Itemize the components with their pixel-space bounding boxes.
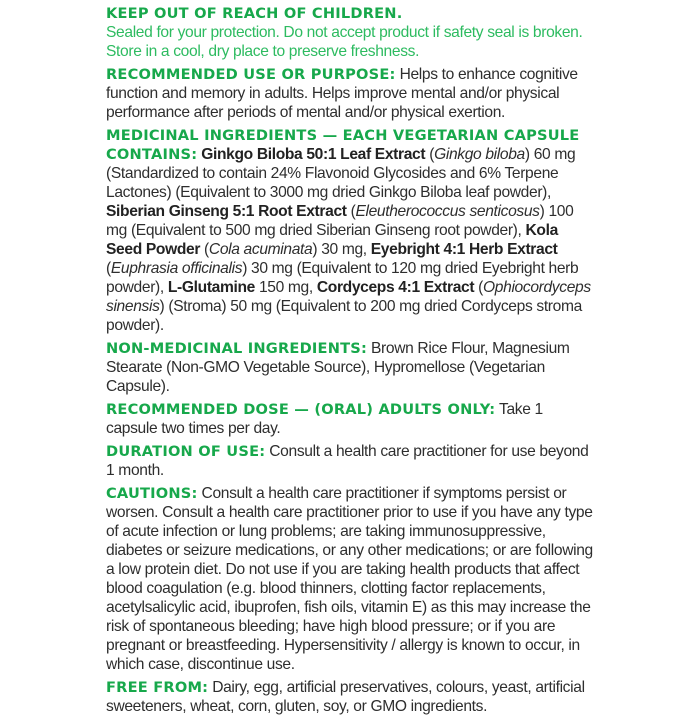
warning-section (106, 4, 596, 61)
dose-heading: RECOMMENDED DOSE — (ORAL) ADULTS ONLY: (106, 401, 496, 418)
ingredient: Eyebright 4:1 Herb Extract (Euphrasia officinalis) 30 mg (Equivalent to 120 mg dried Eyebright herb powder), (106, 241, 579, 296)
recommended-use-text: Helps to enhance cognitive function and memory in adults. Helps improve mental and/or physical performance after periods of mental and/or physical exertion. (106, 66, 578, 121)
free-from-section (106, 678, 596, 716)
ingredient-name: Kola Seed Powder (106, 222, 558, 258)
ingredient-detail: 60 mg (Standardized to contain 24% Flavonoid Glycosides and 6% Terpene Lactones) (Equivalent to 3000 mg dried Ginkgo Biloba leaf powder), (106, 146, 576, 201)
ingredient-latin: Ginkgo biloba (434, 146, 525, 163)
ingredient-name: Cordyceps 4:1 Extract (316, 279, 475, 296)
dose-section (106, 400, 596, 438)
seal-notice: Sealed for your protection. Do not accept product if safety seal is broken. Store in a cool, dry place to preserve freshness. (106, 24, 583, 60)
recommended-use-heading: RECOMMENDED USE OR PURPOSE: (106, 66, 396, 83)
ingredient-latin: Ophiocordyceps sinensis (106, 279, 591, 315)
medicinal-ingredients-section (106, 126, 596, 335)
cautions-heading: CAUTIONS: (106, 485, 198, 502)
ingredient: Kola Seed Powder (Cola acuminata) 30 mg, (106, 222, 558, 258)
ingredient: Ginkgo Biloba 50:1 Leaf Extract (Ginkgo biloba) 60 mg (Standardized to contain 24% Flavonoid Glycosides and 6% Terpene Lactones) (Equivalent to 3000 mg dried Ginkgo Biloba leaf powder), (106, 146, 576, 201)
ingredient-detail: (Stroma) 50 mg (Equivalent to 200 mg dried Cordyceps stroma powder). (106, 298, 582, 334)
duration-text: Consult a health care practitioner for use beyond 1 month. (106, 443, 589, 479)
free-from-text: Dairy, egg, artificial preservatives, colours, yeast, artificial sweeteners, wheat, corn, gluten, soy, or GMO ingredients. (106, 679, 585, 715)
ingredient: Siberian Ginseng 5:1 Root Extract (Eleutherococcus senticosus) 100 mg (Equivalent to 500 mg dried Siberian Ginseng root powder), (106, 203, 574, 239)
ingredient-detail: 100 mg (Equivalent to 500 mg dried Siberian Ginseng root powder), (106, 203, 574, 239)
ingredient-name: Eyebright 4:1 Herb Extract (370, 241, 558, 258)
ingredient (168, 279, 317, 296)
medicinal-ingredients-heading: MEDICINAL INGREDIENTS — EACH VEGETARIAN CAPSULE CONTAINS: (106, 127, 580, 163)
non-medicinal-text: Brown Rice Flour, Magnesium Stearate (Non-GMO Vegetable Source), Hypromellose (Vegetarian Capsule). (106, 340, 570, 395)
dose-text: Take 1 capsule two times per day. (106, 401, 543, 437)
ingredient-detail: 150 mg, (258, 279, 313, 296)
ingredient-name: Siberian Ginseng 5:1 Root Extract (106, 203, 347, 220)
ingredient: Cordyceps 4:1 Extract (Ophiocordyceps sinensis) (Stroma) 50 mg (Equivalent to 200 mg dried Cordyceps stroma powder). (106, 279, 591, 334)
warning-heading: KEEP OUT OF REACH OF CHILDREN. (106, 5, 403, 22)
ingredient-detail: 30 mg (Equivalent to 120 mg dried Eyebright herb powder), (106, 260, 579, 296)
ingredient-name: Ginkgo Biloba 50:1 Leaf Extract (201, 146, 426, 163)
recommended-use-section (106, 65, 596, 122)
cautions-text: Consult a health care practitioner if symptoms persist or worsen. Consult a health care practitioner prior to use if you have any type of acute infection or lung problems; are taking immunosuppressive, diabetes or seizure medications, or any other medications; or are following a low protein diet. Do not use if you are taking health products that affect blood coagulation (e.g. blood thinners, clotting factor replacements, acetylsalicylic acid, ibuprofen, fish oils, vitamin E) as this may increase the risk of spontaneous bleeding; have high blood pressure; or if you are pregnant or breastfeeding. Hypersensitivity / allergy is known to occur, in which case, discontinue use. (106, 485, 593, 673)
ingredient-name: L-Glutamine (167, 279, 255, 296)
duration-section (106, 442, 596, 480)
ingredient-latin: Cola acuminata (208, 241, 313, 258)
ingredient-detail: 30 mg, (321, 241, 367, 258)
product-label (106, 4, 596, 720)
cautions-section (106, 484, 596, 674)
non-medicinal-heading: NON-MEDICINAL INGREDIENTS: (106, 340, 368, 357)
duration-heading: DURATION OF USE: (106, 443, 266, 460)
ingredient-latin: Eleutherococcus senticosus (355, 203, 540, 220)
free-from-heading: FREE FROM: (106, 679, 209, 696)
ingredient-latin: Euphrasia officinalis (110, 260, 243, 277)
non-medicinal-section (106, 339, 596, 396)
